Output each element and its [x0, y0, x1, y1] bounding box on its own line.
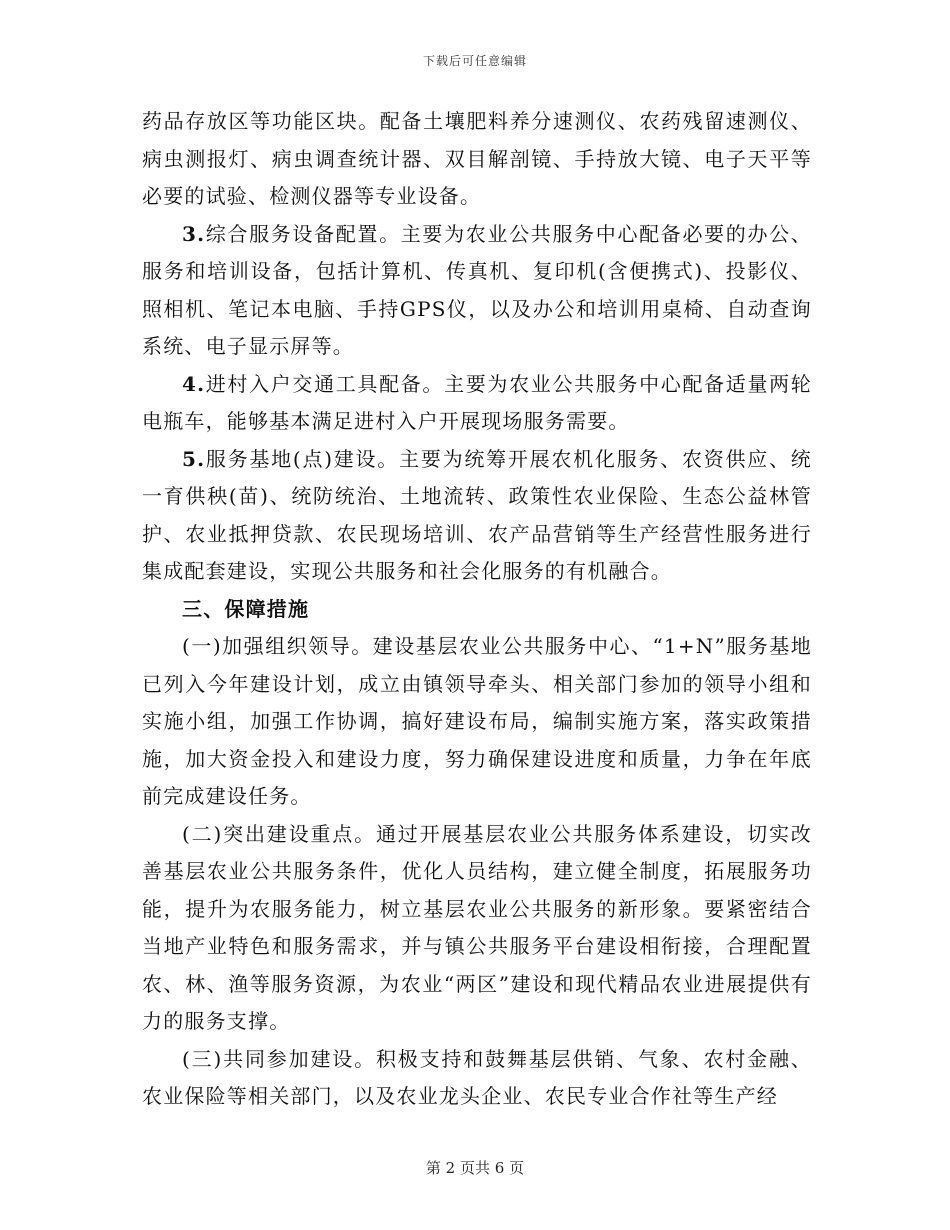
page-header: 下载后可任意编辑 [422, 54, 527, 68]
item-text-5: 服务基地(点)建设。主要为统筹开展农机化服务、农资供应、统一育供秧(苗)、统防统治、土地流转、政策性农业保险、生态公益林管护、农业抵押贷款、农民现场培训、农产品营销等生产经营性服务进行集成配套建设，实现公共服务和社会化服务的有机融合。 [142, 446, 812, 583]
item-number-4: 4. [182, 371, 206, 396]
item-number-5: 5. [182, 446, 206, 471]
paragraph-item-3 [142, 216, 812, 366]
item-text-3: 综合服务设备配置。主要为农业公共服务中心配备必要的办公、服务和培训设备，包括计算机、传真机、复印机(含便携式)、投影仪、照相机、笔记本电脑、手持GPS仪，以及办公和培训用桌椅、自动查询系统、电子显示屏等。 [142, 221, 812, 358]
page-footer: 第 2 页共 6 页 [425, 1159, 525, 1177]
paragraph-measure-1: (一)加强组织领导。建设基层农业公共服务中心、“1+N”服务基地已列入今年建设计划，成立由镇领导牵头、相关部门参加的领导小组和实施小组，加强工作协调，搞好建设布局，编制实施方案，落实政策措施，加大资金投入和建设力度，努力确保建设进度和质量，力争在年底前完成建设任务。 [142, 634, 812, 808]
paragraph-measure-3: (三)共同参加建设。积极支持和鼓舞基层供销、气象、农村金融、农业保险等相关部门，以及农业龙头企业、农民专业合作社等生产经 [142, 1046, 812, 1108]
paragraph-item-4 [142, 366, 812, 441]
item-text-4: 进村入户交通工具配备。主要为农业公共服务中心配备适量两轮电瓶车，能够基本满足进村入户开展现场服务需要。 [142, 371, 812, 433]
paragraph-equipment-continued: 药品存放区等功能区块。配备土壤肥料养分速测仪、农药残留速测仪、病虫测报灯、病虫调查统计器、双目解剖镜、手持放大镜、电子天平等必要的试验、检测仪器等专业设备。 [142, 109, 812, 208]
section-heading-3: 三、保障措施 [182, 596, 310, 621]
paragraph-item-5 [142, 441, 812, 591]
item-number-3: 3. [182, 221, 206, 246]
document-body [142, 103, 812, 1116]
paragraph-measure-2: (二)突出建设重点。通过开展基层农业公共服务体系建设，切实改善基层农业公共服务条件，优化人员结构，建立健全制度，拓展服务功能，提升为农服务能力，树立基层农业公共服务的新形象。要紧密结合当地产业特色和服务需求，并与镇公共服务平台建设相衔接，合理配置农、林、渔等服务资源，为农业“两区”建设和现代精品农业进展提供有力的服务支撑。 [142, 821, 812, 1033]
